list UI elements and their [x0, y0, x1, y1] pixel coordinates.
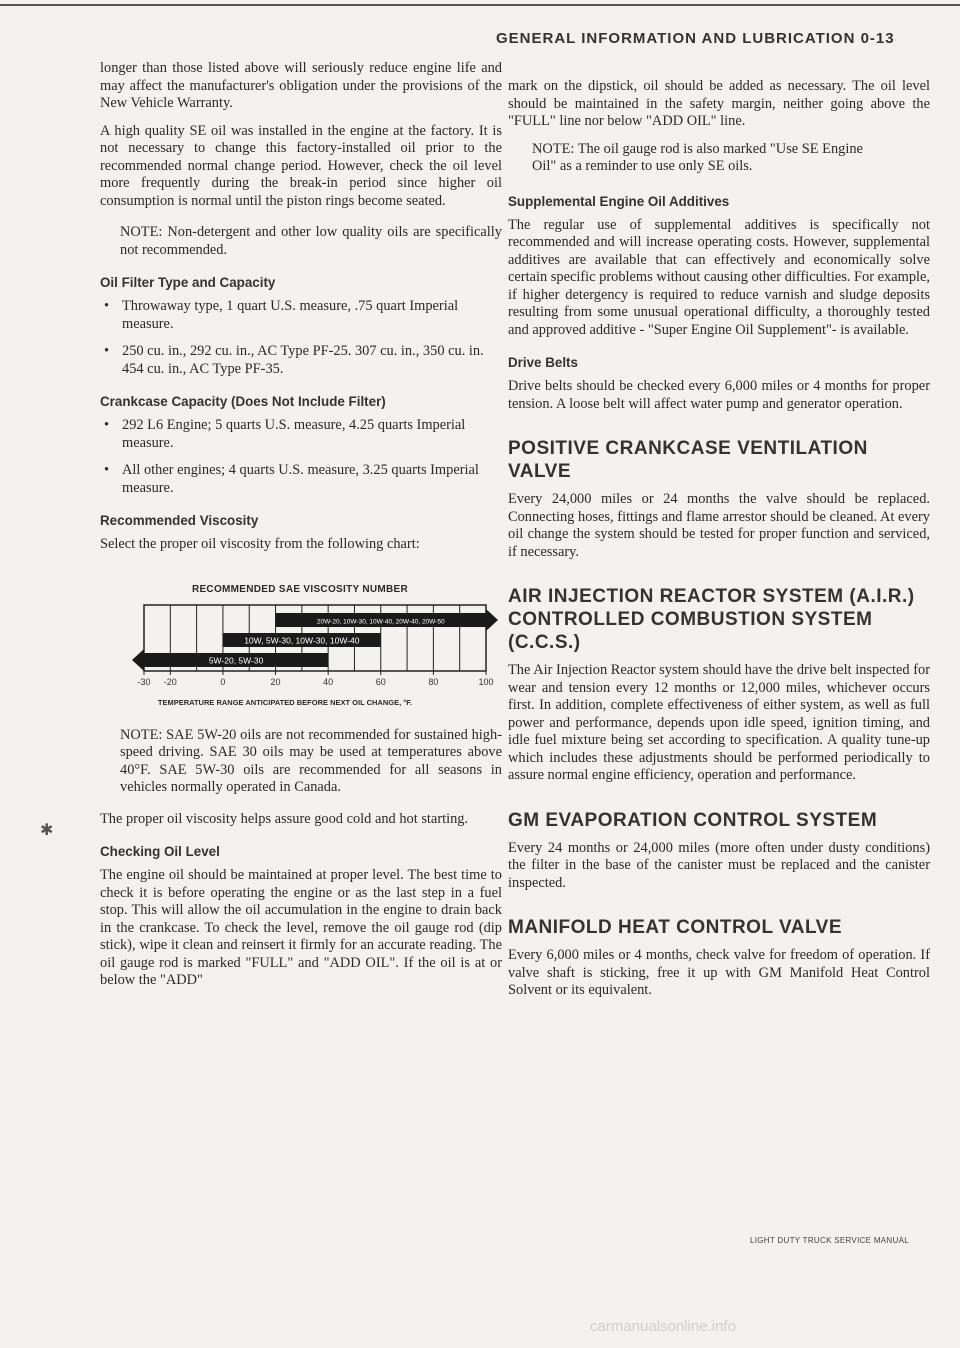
paragraph: Drive belts should be checked every 6,000 miles or 4 months for proper tension. A loose belt will affect water pump and generator operation. [508, 378, 930, 412]
page-header: GENERAL INFORMATION AND LUBRICATION 0-13 [496, 30, 895, 47]
paragraph: longer than those listed above will seriously reduce engine life and may affect the manufacturer's obligation under the provisions of the New Vehicle Warranty. [100, 60, 502, 111]
paragraph: The engine oil should be maintained at proper level. The best time to check it is before operating the engine or as the last step in a fuel stop. This will allow the oil accumulation in the engine to drain back in the crankcase. To check the level, remove the oil gauge rod (dip stick), wipe it clean and reinsert it firmly for an accurate reading. The oil gauge rod is marked "FULL" and "ADD OIL". If the oil is at or below the "ADD" [100, 867, 502, 988]
note: NOTE: Non-detergent and other low quality oils are specifically not recommended. [120, 224, 502, 258]
note: NOTE: The oil gauge rod is also marked "Use SE Engine Oil" as a reminder to use only SE oils. [532, 140, 863, 174]
section-heading: Drive Belts [508, 355, 578, 370]
arrow-right-icon [486, 609, 498, 631]
paragraph: A high quality SE oil was installed in the engine at the factory. It is not necessary to change this factory-installed oil prior to the recommended normal change period. However, check the oil level more frequently during the break-in period since higher oil consumption is normal until the piston rings become seated. [100, 122, 502, 209]
bullet-list [100, 298, 502, 378]
tick-label: 100 [478, 676, 494, 687]
major-heading: MANIFOLD HEAT CONTROL VALVE [508, 917, 843, 938]
paragraph: Every 24,000 miles or 24 months the valve should be replaced. Connecting hoses, fittings and flame arrestor should be cleaned. At every oil change the system should be tested for proper function and serviced, if necessary. [508, 491, 930, 560]
list-item: • Throwaway type, 1 quart U.S. measure, .75 quart Imperial measure. [100, 298, 502, 333]
tick-label: 0 [220, 676, 226, 687]
right-column [508, 78, 930, 1010]
watermark: carmanualsonline.info [590, 1318, 736, 1335]
paragraph: The proper oil viscosity helps assure good cold and hot starting. [100, 810, 469, 827]
paragraph: Every 6,000 miles or 4 months, check valve for freedom of operation. If valve shaft is sticking, free it up with GM Manifold Heat Control Solvent or its equivalent. [508, 947, 930, 998]
top-rule [0, 4, 960, 6]
left-column [100, 60, 502, 1000]
smudge-mark: ✱ [40, 822, 54, 839]
note: NOTE: SAE 5W-20 oils are not recommended for sustained high-speed driving. SAE 30 oils may be used at temperatures above 40°F. SAE 5W-30 oils are recommended for all seasons in vehicles normally operated in Canada. [120, 726, 502, 795]
bullet-list [100, 417, 502, 497]
major-heading: GM EVAPORATION CONTROL SYSTEM [508, 809, 878, 831]
bar-label: 10W, 5W-30, 10W-30, 10W-40 [244, 635, 360, 645]
section-heading: Supplemental Engine Oil Additives [508, 193, 730, 209]
major-heading: AIR INJECTION REACTOR SYSTEM (A.I.R.) CONTROLLED COMBUSTION SYSTEM (C.C.S.) [508, 586, 915, 653]
paragraph: Every 24 months or 24,000 miles (more often under dusty conditions) the filter in the base of the canister must be replaced and the canister inspected. [508, 839, 930, 891]
tick-label: 40 [323, 676, 334, 687]
section-heading: Checking Oil Level [100, 844, 220, 859]
page-footer: LIGHT DUTY TRUCK SERVICE MANUAL [750, 1236, 909, 1245]
chart-svg [100, 601, 500, 693]
bar-label: 20W-20, 10W-30, 10W-40, 20W-40, 20W-50 [316, 618, 445, 625]
chart-caption: TEMPERATURE RANGE ANTICIPATED BEFORE NEXT OIL CHANGE, °F. [157, 697, 413, 707]
paragraph: The regular use of supplemental additives is specifically not recommended and will increase operating costs. However, supplemental additives are available that can effectively and economically solve certain specific problems without causing other difficulties. For example, if higher detergency is required to reduce varnish and sludge deposits resulting from some unusual operational difficulty, a thoroughly tested and approved additive - "Super Engine Oil Supplement"- is available. [508, 216, 930, 338]
tick-label: 20 [270, 676, 281, 687]
major-heading: POSITIVE CRANKCASE VENTILATION VALVE [508, 438, 868, 482]
viscosity-chart [100, 584, 500, 707]
tick-label: 60 [375, 676, 386, 687]
section-heading: Crankcase Capacity (Does Not Include Filter) [100, 394, 386, 409]
tick-label: 80 [428, 676, 439, 687]
tick-label: -30 [137, 676, 151, 687]
paragraph: Select the proper oil viscosity from the following chart: [100, 536, 420, 552]
paragraph: The Air Injection Reactor system should have the drive belt inspected for wear and tension every 12 months or 12,000 miles, whichever occurs first. In addition, complete effectiveness of either system, as well as full power and performance, depends upon idle speed, ignition timing, and idle fuel mixture being set according to specification. A quality tune-up which includes these adjustments should be performed periodically to assure normal engine efficiency, operation and performance. [508, 662, 930, 783]
bar-label: 5W-20, 5W-30 [208, 655, 264, 665]
arrow-left-icon [132, 649, 144, 671]
paragraph: mark on the dipstick, oil should be added as necessary. The oil level should be maintained in the safety margin, neither going above the "FULL" line nor below "ADD OIL" line. [508, 78, 930, 129]
list-item: • All other engines; 4 quarts U.S. measure, 3.25 quarts Imperial measure. [100, 462, 502, 497]
list-item: • 292 L6 Engine; 5 quarts U.S. measure, 4.25 quarts Imperial measure. [100, 417, 502, 452]
tick-label: -20 [163, 676, 177, 687]
section-heading: Oil Filter Type and Capacity [100, 275, 276, 290]
chart-title: RECOMMENDED SAE VISCOSITY NUMBER [191, 583, 409, 595]
section-heading: Recommended Viscosity [100, 513, 259, 528]
list-item: • 250 cu. in., 292 cu. in., AC Type PF-25. 307 cu. in., 350 cu. in. 454 cu. in., AC Type PF-35. [100, 343, 502, 378]
